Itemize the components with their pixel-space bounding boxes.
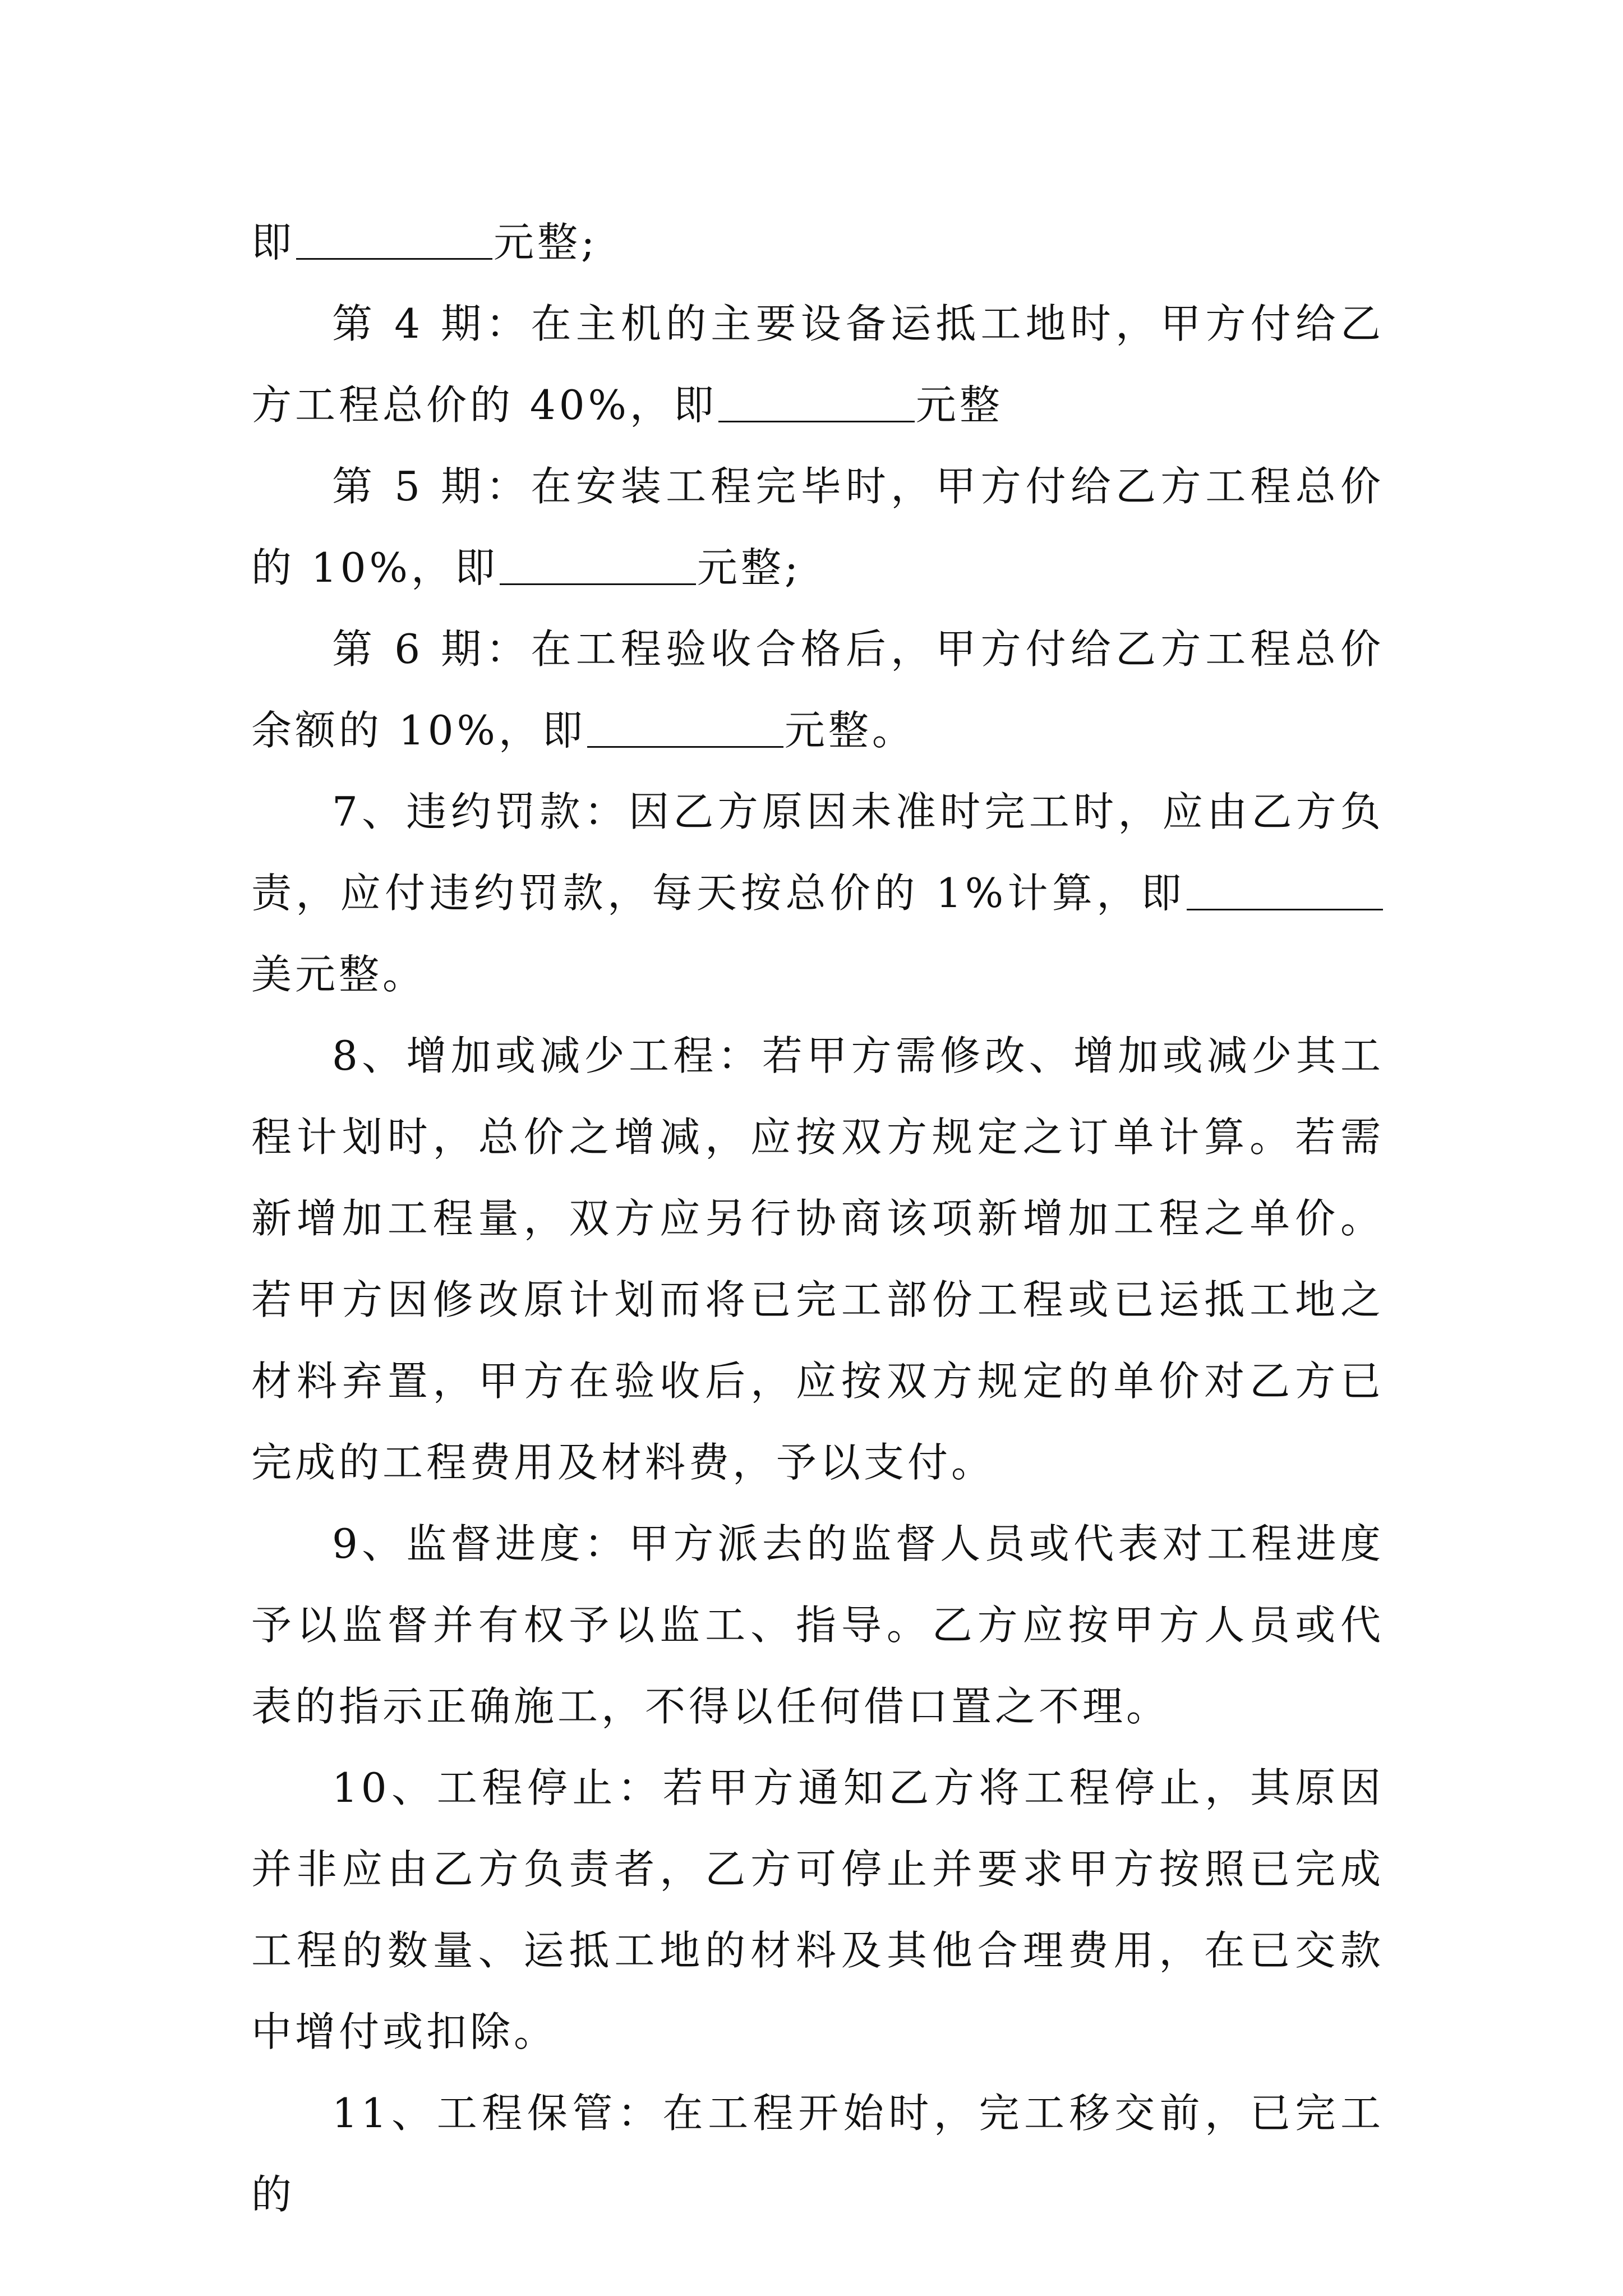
paragraph-text: 元整; (697, 544, 802, 591)
amount-blank-line (296, 222, 492, 260)
paragraph-clause-8-changes (251, 1015, 1384, 1503)
amount-blank-line (1187, 872, 1383, 910)
paragraph-text: 10、工程停止：若甲方通知乙方将工程停止，其原因并非应由乙方负责者，乙方可停止并要求甲方按照已完成工程的数量、运抵工地的材料及其他合理费用，在已交款中增付或扣除。 (251, 1764, 1384, 2055)
paragraph-clause-11-custody (251, 2073, 1384, 2235)
paragraph-text: 元整。 (784, 707, 916, 754)
paragraph-text: 第 5 期：在安装工程完毕时，甲方付给乙方工程总价的 10%，即 (251, 463, 1384, 591)
paragraph-payment-period-5 (251, 446, 1384, 609)
paragraph-text: 第 6 期：在工程验收合格后，甲方付给乙方工程总价余额的 10%，即 (251, 625, 1384, 754)
amount-blank-line (718, 384, 915, 422)
paragraph-text: 即 (251, 219, 296, 266)
amount-blank-line (587, 710, 783, 748)
paragraph-text: 8、增加或减少工程：若甲方需修改、增加或减少其工程计划时，总价之增减，应按双方规定之订单计算。若需新增加工程量，双方应另行协商该项新增加工程之单价。若甲方因修改原计划而将已完工部份工程或已运抵工地之材料弃置，甲方在验收后，应按双方规定的单价对乙方已完成的工程费用及材料费，予以支付。 (251, 1032, 1384, 1486)
document-body (251, 202, 1384, 2235)
paragraph-payment-period-4 (251, 283, 1384, 446)
paragraph-payment-period-3-continued (251, 202, 1384, 283)
paragraph-payment-period-6 (251, 609, 1384, 771)
paragraph-text: 第 4 期：在主机的主要设备运抵工地时，甲方付给乙方工程总价的 40%，即 (251, 300, 1384, 429)
paragraph-text: 美元整。 (251, 951, 427, 998)
amount-blank-line (500, 547, 696, 585)
paragraph-clause-10-suspension (251, 1747, 1384, 2073)
paragraph-text: 11、工程保管：在工程开始时，完工移交前，已完工的 (251, 2090, 1384, 2218)
paragraph-clause-7-penalty (251, 771, 1384, 1015)
paragraph-text: 9、监督进度：甲方派去的监督人员或代表对工程进度予以监督并有权予以监工、指导。乙方应按甲方人员或代表的指示正确施工，不得以任何借口置之不理。 (251, 1520, 1384, 1730)
paragraph-text: 元整; (494, 219, 598, 266)
paragraph-clause-9-supervision (251, 1503, 1384, 1747)
paragraph-text: 元整 (915, 381, 1003, 429)
paragraph-text: 7、违约罚款：因乙方原因未准时完工时，应由乙方负责，应付违约罚款，每天按总价的 1%计算，即 (251, 788, 1384, 917)
